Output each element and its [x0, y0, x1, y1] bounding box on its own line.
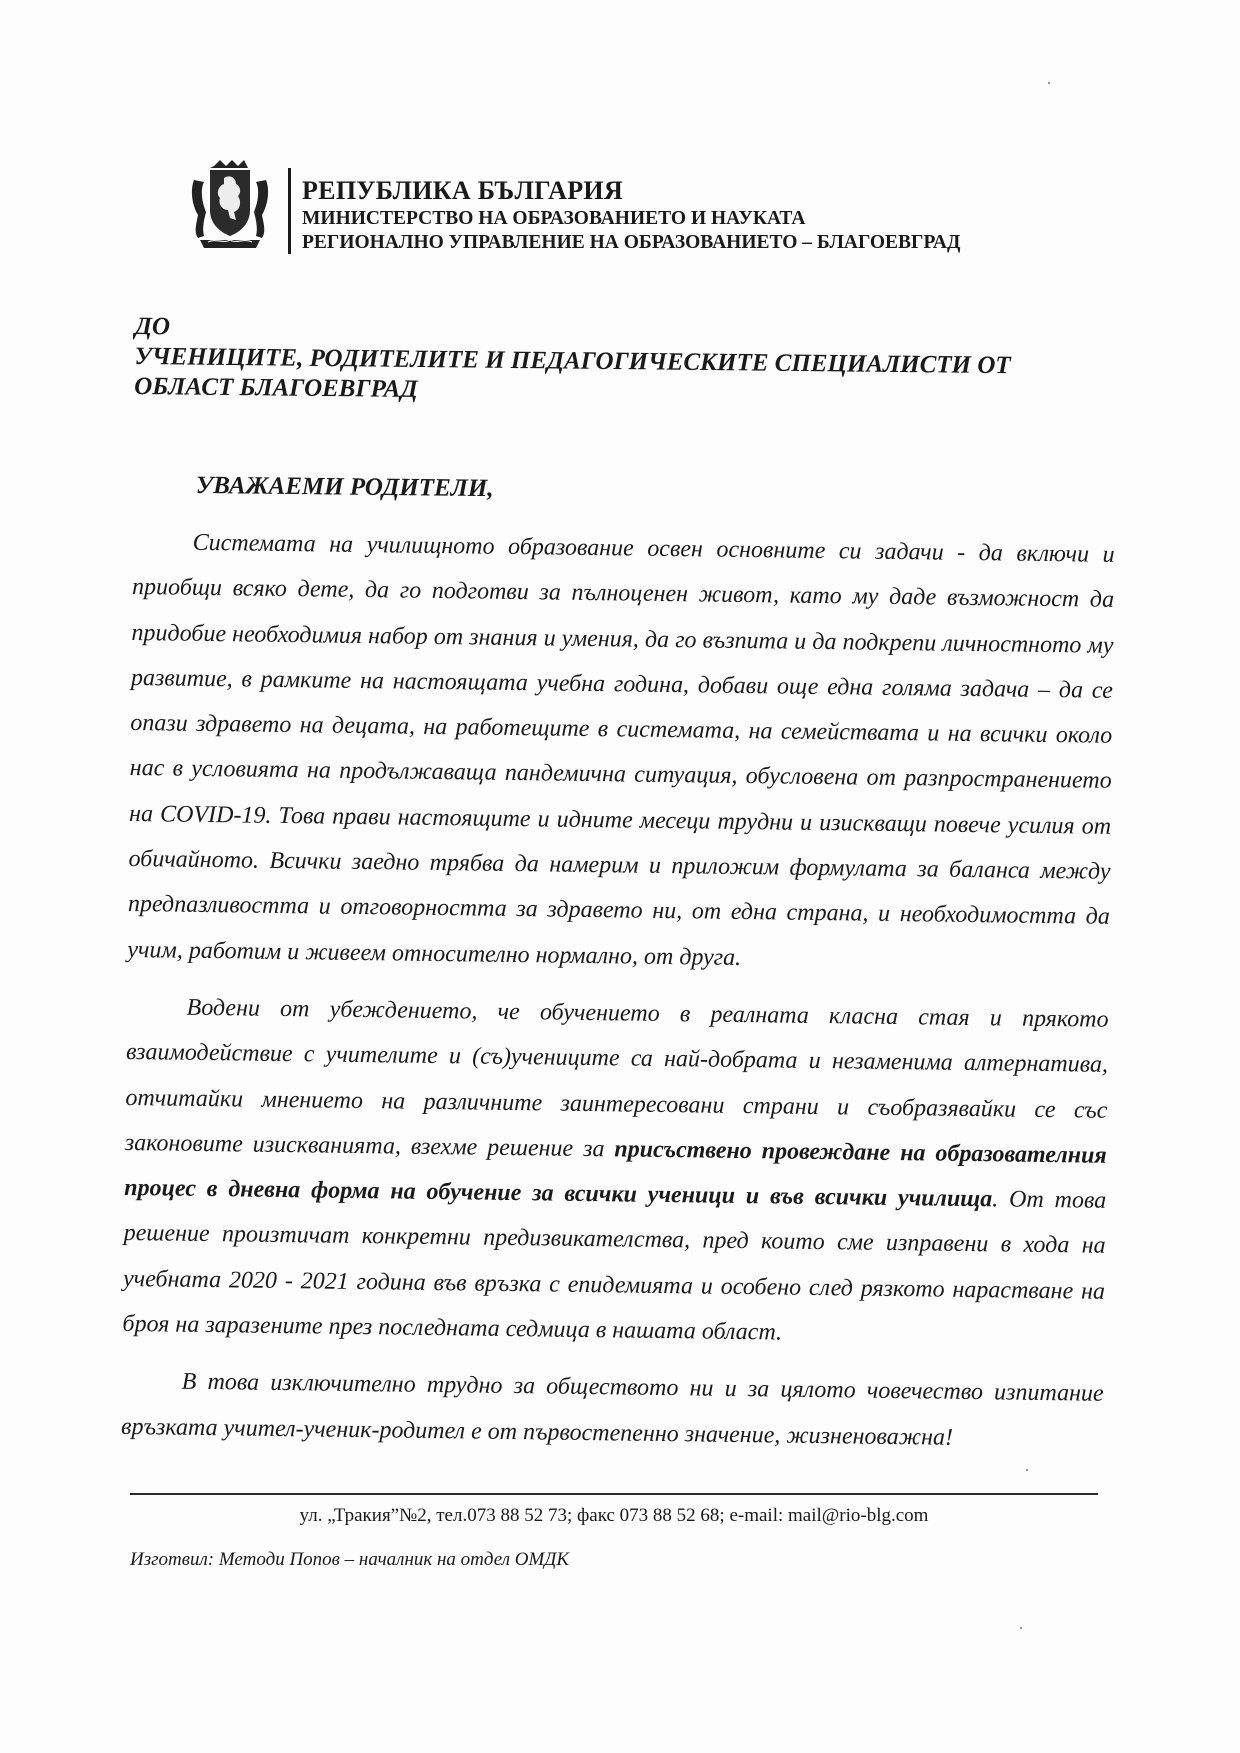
salutation: УВАЖАЕМИ РОДИТЕЛИ,	[195, 472, 494, 503]
letterhead	[302, 176, 960, 255]
prepared-by: Изготвил: Методи Попов – началник на отдел ОМДК	[130, 1549, 569, 1570]
addressee-recipients-line2: ОБЛАСТ БЛАГОЕВГРАД	[134, 372, 418, 403]
paragraph-2-decision: присъствено провеждане на образователния процес в дневна форма на обучение за всички ученици и във всички училища	[124, 1136, 1107, 1213]
footer-divider	[130, 1493, 1098, 1495]
paragraph-1: Системата на училищното образование освен основните си задачи - да включи и приобщи всяко дете, да го подготви за пълноценен живот, като му даде възможност да придобие необходимия набор от знания и умения, да го възпита и да подкрепи личностното му развитие, в рамките на настоящата учебна година, добави още една голяма задача – да се опази здравето на децата, на работещите в системата, на семействата и на всички около нас в условията на продължаваща пандемична ситуация, обусловена от разпространението на COVID-19. Това прави настоящите и идните месеци трудни и изискващи повече усилия от обичайното. Всички заедно трябва да намерим и приложим формулата за баланса между предпазливостта и отговорността за здравето ни, от една страна, и необходимостта да учим, работим и живеем относително нормално, от друга.	[127, 529, 1115, 971]
letterhead-divider	[288, 168, 291, 254]
letter-body	[121, 520, 1115, 1475]
addressee-recipients-line1: УЧЕНИЦИТЕ, РОДИТЕЛИТЕ И ПЕДАГОГИЧЕСКИТЕ СПЕЦИАЛИСТИ ОТ	[134, 342, 1011, 380]
coat-of-arms-icon	[190, 160, 270, 250]
regional-office-name: РЕГИОНАЛНО УПРАВЛЕНИЕ НА ОБРАЗОВАНИЕТО – БЛАГОЕВГРАД	[302, 232, 961, 254]
scan-speck	[1020, 1627, 1022, 1629]
ministry-name: МИНИСТЕРСТВО НА ОБРАЗОВАНИЕТО И НАУКАТА	[302, 207, 806, 229]
footer-contact: ул. „Тракия”№2, тел.073 88 52 73; факс 073 88 52 68; e-mail: mail@rio-blg.com	[299, 1505, 929, 1526]
paragraph-2-start: Водени от убеждението, че обучението в реалната класна стая и прякото взаимодействие с учителите и (съ)учениците са най-добрата и незаменима алтернатива, отчитайки мнението на различните заинтересовани страни и съобразявайки се със законовите изискванията, взехме решение за	[124, 994, 1109, 1163]
republic-name: РЕПУБЛИКА БЪЛГАРИЯ	[302, 176, 624, 205]
paragraph-3: В това изключително трудно за обществото ни и за цялото човечество изпитание връзката учител-ученик-родител е от първостепенно значение, жизненоважна!	[120, 1369, 1104, 1451]
addressee-block	[134, 312, 1095, 412]
scan-speck	[1048, 82, 1050, 84]
scan-speck	[1026, 1469, 1028, 1471]
paragraph-2	[122, 985, 1109, 1360]
paragraph-2-end: . От това решение произтичат конкретни предизвикателства, пред които сме изправени в хода на учебната 2020 - 2021 година във връзка с епидемията и особено след рязкото нарастване на броя на заразените през последната седмица в нашата област.	[122, 1186, 1107, 1346]
addressee-to: ДО	[134, 312, 171, 341]
